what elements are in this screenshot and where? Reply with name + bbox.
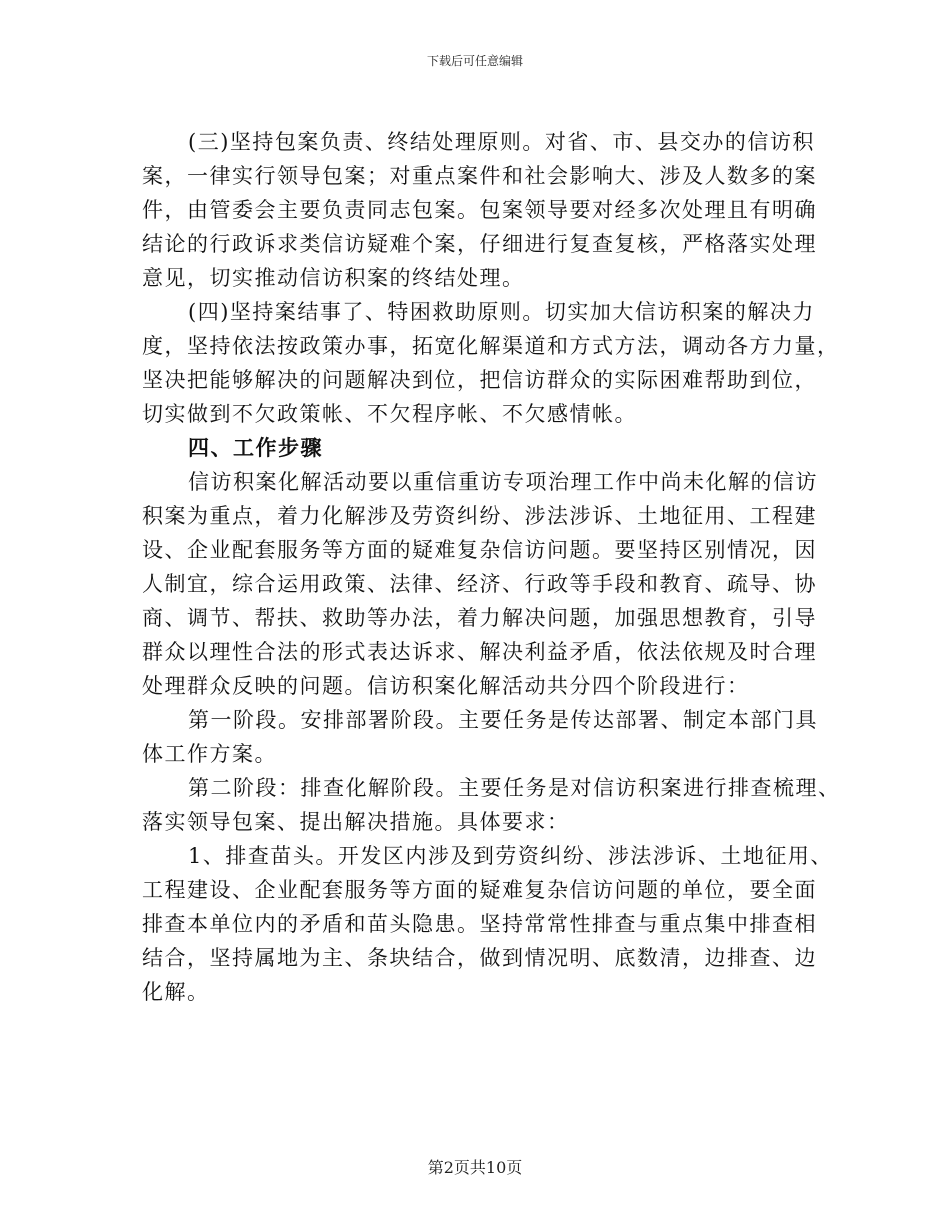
text-line: 意见，切实推动信访积案的终结处理。 (142, 266, 525, 290)
text-line: 人制宜，综合运用政策、法律、经济、行政等手段和教育、疏导、协 (142, 572, 817, 596)
text-line: 案，一律实行领导包案；对重点案件和社会影响大、涉及人数多的案 (142, 164, 817, 188)
text-line: 商、调节、帮扶、救助等办法，着力解决问题，加强思想教育，引导 (142, 606, 817, 630)
text-line: 积案为重点，着力化解涉及劳资纠纷、涉法涉诉、土地征用、工程建 (142, 504, 817, 528)
text-line: 件，由管委会主要负责同志包案。包案领导要对经多次处理且有明确 (142, 198, 817, 222)
text-line: 排查本单位内的矛盾和苗头隐患。坚持常常性排查与重点集中排查相 (142, 912, 817, 936)
section-heading: 四、工作步骤 (188, 435, 323, 460)
text-line: 处理群众反映的问题。信访积案化解活动共分四个阶段进行： (142, 674, 750, 698)
text-line: 设、企业配套服务等方面的疑难复杂信访问题。要坚持区别情况，因 (142, 538, 817, 562)
text-line: 化解。 (142, 980, 210, 1004)
text-line: 坚决把能够解决的问题解决到位，把信访群众的实际困难帮助到位， (142, 368, 817, 392)
text-line: 体工作方案。 (142, 742, 277, 766)
text-line: 群众以理性合法的形式表达诉求、解决利益矛盾，依法依规及时合理 (142, 640, 817, 664)
text-line: 落实领导包案、提出解决措施。具体要求： (142, 810, 570, 834)
text-line: 第一阶段。安排部署阶段。主要任务是传达部署、制定本部门具 (188, 708, 818, 732)
text-line: 第二阶段：排查化解阶段。主要任务是对信访积案进行排查梳理、 (188, 776, 841, 800)
text-line: 切实做到不欠政策帐、不欠程序帐、不欠感情帐。 (142, 402, 637, 426)
text-line: (四)坚持案结事了、特困救助原则。切实加大信访积案的解决力 (188, 300, 815, 324)
text-line: 工程建设、企业配套服务等方面的疑难复杂信访问题的单位，要全面 (142, 878, 817, 902)
text-line: 1、排查苗头。开发区内涉及到劳资纠纷、涉法涉诉、土地征用、 (188, 844, 833, 868)
text-line: 结合，坚持属地为主、条块结合，做到情况明、底数清，边排查、边 (142, 946, 817, 970)
text-line: 度，坚持依法按政策办事，拓宽化解渠道和方式方法，调动各方力量， (142, 334, 840, 358)
page-footer: 第2页共10页 (427, 1158, 523, 1177)
text-line: (三)坚持包案负责、终结处理原则。对省、市、县交办的信访积 (188, 130, 815, 154)
text-line: 信访积案化解活动要以重信重访专项治理工作中尚未化解的信访 (188, 470, 818, 494)
text-line: 结论的行政诉求类信访疑难个案，仔细进行复查复核，严格落实处理 (142, 232, 817, 256)
page-header: 下载后可任意编辑 (426, 54, 523, 68)
